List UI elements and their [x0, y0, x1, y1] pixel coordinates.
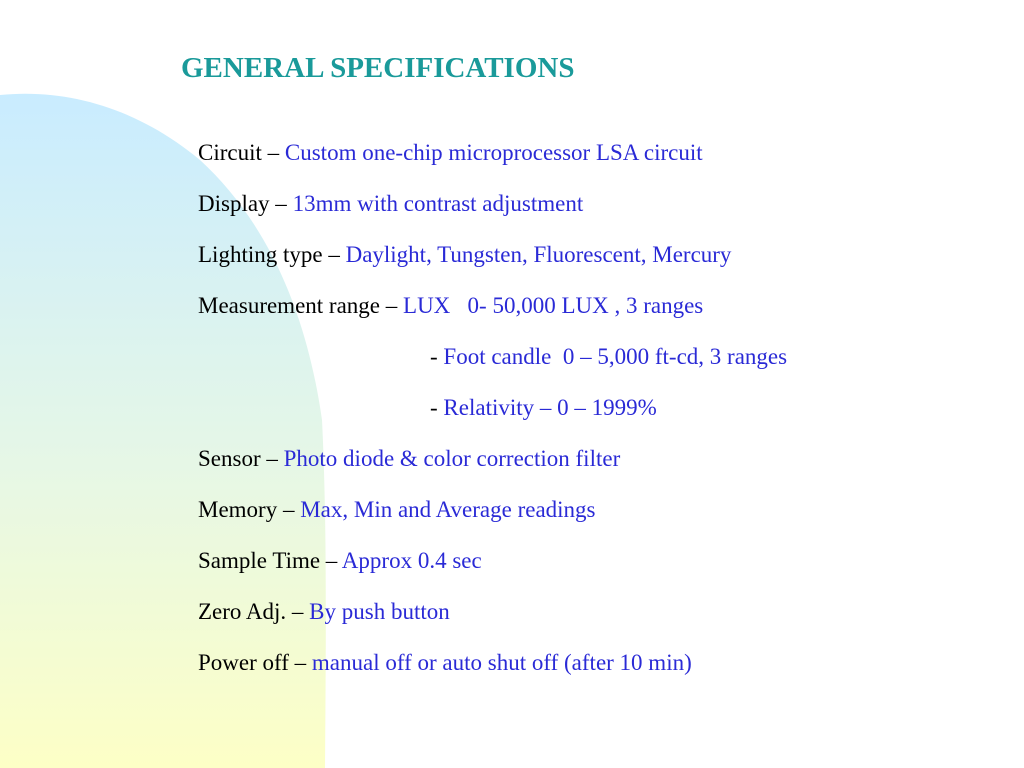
spec-label: Circuit – — [198, 140, 285, 165]
spec-label: Measurement range – — [198, 293, 404, 318]
spec-sample-time — [198, 547, 482, 575]
page-title: GENERAL SPECIFICATIONS — [181, 52, 575, 84]
spec-measurement-foot-candle — [430, 343, 787, 371]
spec-value: LUX 0- 50,000 LUX , 3 ranges — [403, 293, 704, 318]
spec-value: Foot candle 0 – 5,000 ft-cd, 3 ranges — [443, 344, 788, 369]
spec-label: Lighting type – — [198, 242, 346, 267]
spec-sensor — [198, 445, 620, 473]
spec-label: Sample Time – — [198, 548, 342, 573]
spec-label: Memory – — [198, 497, 301, 522]
spec-label: Zero Adj. – — [198, 599, 310, 624]
spec-value: 13mm with contrast adjustment — [292, 191, 584, 216]
spec-value: By push button — [309, 599, 450, 624]
spec-value: manual off or auto shut off (after 10 min) — [311, 650, 692, 675]
spec-label: Display – — [198, 191, 293, 216]
spec-memory — [198, 496, 596, 524]
spec-label: - — [430, 395, 444, 420]
spec-value: Relativity – 0 – 1999% — [443, 395, 657, 420]
spec-value: Max, Min and Average readings — [300, 497, 596, 522]
spec-power-off — [198, 649, 692, 677]
spec-lighting-type — [198, 241, 731, 269]
spec-label: Sensor – — [198, 446, 284, 471]
spec-value: Custom one-chip microprocessor LSA circuit — [284, 140, 703, 165]
spec-value: Approx 0.4 sec — [341, 548, 482, 573]
spec-zero-adj — [198, 598, 450, 626]
spec-circuit — [198, 139, 703, 167]
spec-display — [198, 190, 583, 218]
spec-label: - — [430, 344, 444, 369]
spec-value: Daylight, Tungsten, Fluorescent, Mercury — [345, 242, 732, 267]
spec-measurement-range — [198, 292, 703, 320]
spec-measurement-relativity — [430, 394, 657, 422]
spec-value: Photo diode & color correction filter — [283, 446, 621, 471]
spec-label: Power off – — [198, 650, 312, 675]
